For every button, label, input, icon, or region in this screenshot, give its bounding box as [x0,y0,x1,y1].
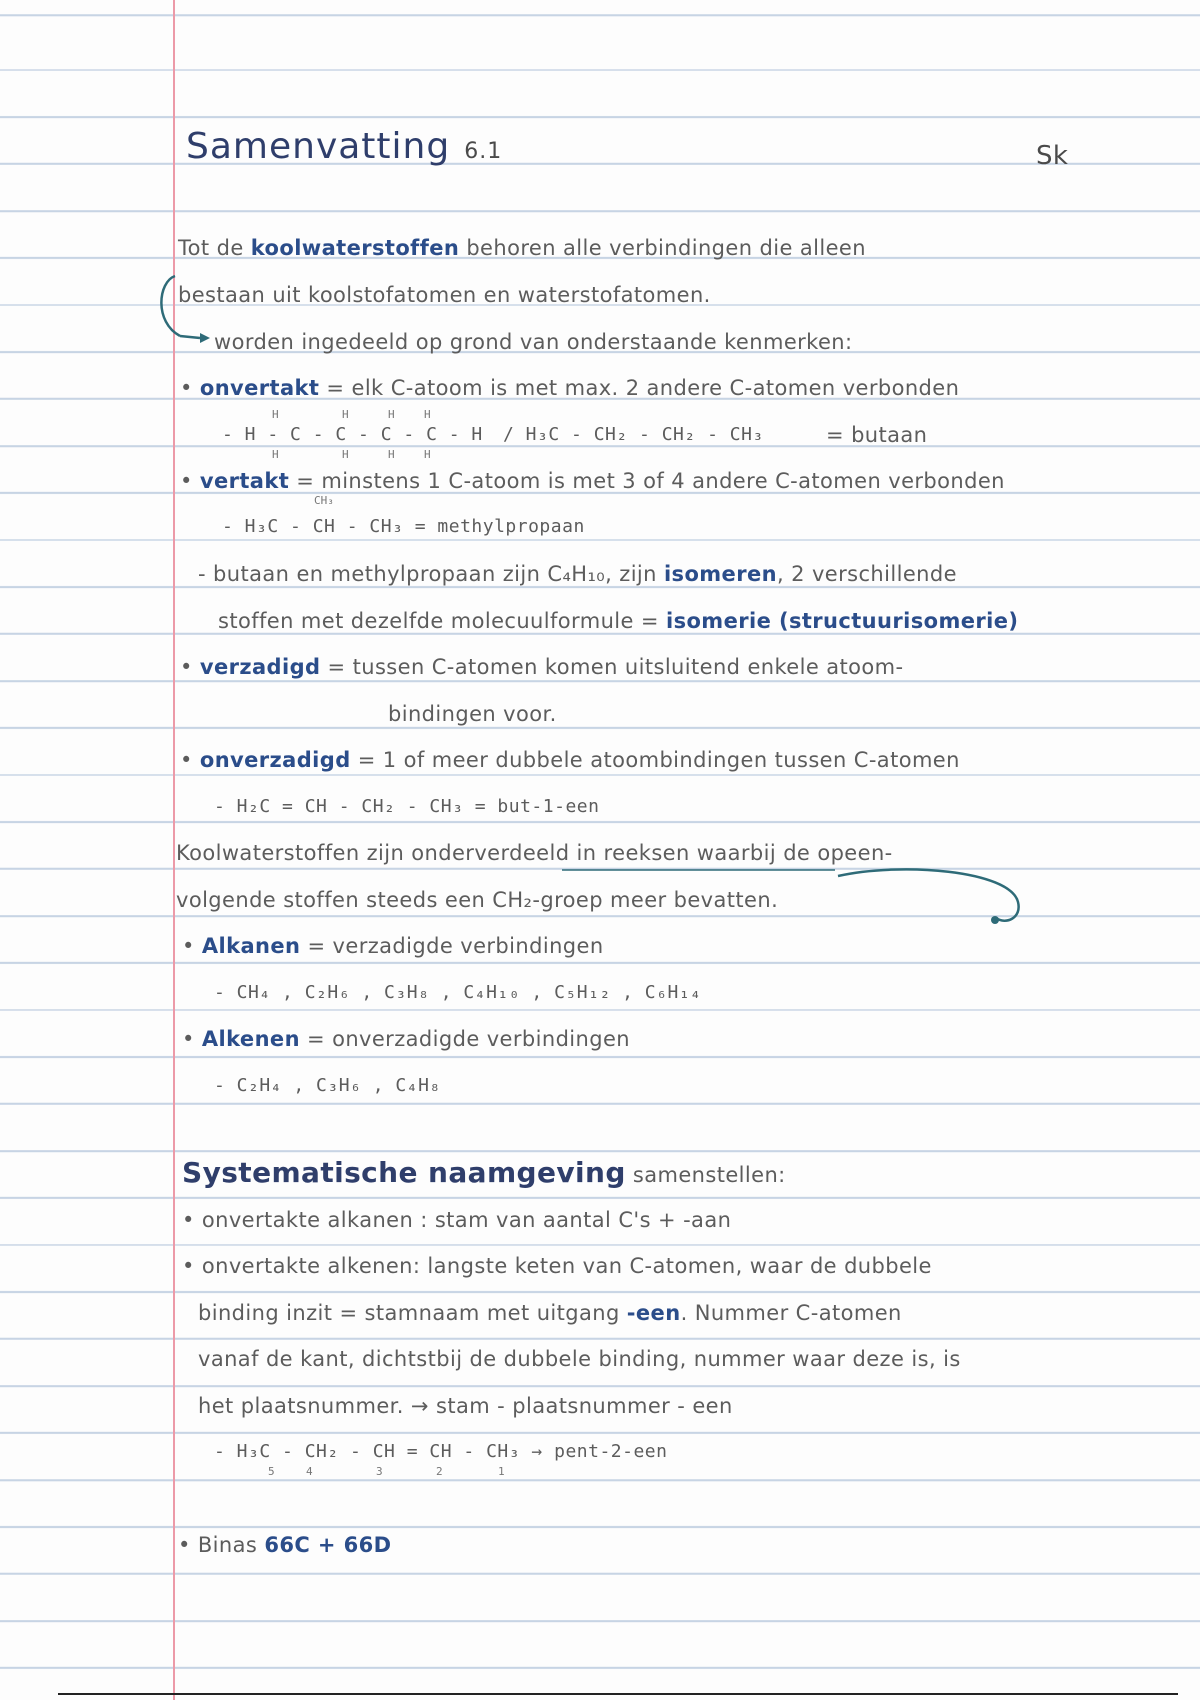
butaan-name: = butaan [826,423,928,447]
onverzadigd-line: • onverzadigd = 1 of meer dubbele atoombindingen tussen C-atomen [180,748,960,772]
binas-tables: 66C + 66D [264,1533,392,1557]
onvertakt-definition: = elk C-atoom is met max. 2 andere C-atomen verbonden [319,376,960,400]
carbon-number-2: 2 [436,1465,443,1478]
butaan-structure: - H - C - C - C - C - H [222,424,483,445]
term-vertakt: vertakt [199,469,290,493]
verzadigd-line: • verzadigd = tussen C-atomen komen uitsluitend enkele atoom- [180,655,904,679]
chapter-number: 6.1 [464,139,503,164]
term-een: -een [626,1301,681,1325]
struct-h-top-3: H [388,408,395,421]
struct-h-top-2: H [342,408,349,421]
isomerie-text: stoffen met dezelfde molecuulformule = [218,609,666,633]
criteria-intro: worden ingedeeld op grond van onderstaande kenmerken: [214,330,853,354]
but-1-een-formula: - H₂C = CH - CH₂ - CH₃ = but-1-een [214,796,600,817]
term-isomerie: isomerie (structuurisomerie) [665,609,1019,633]
carbon-number-3: 3 [376,1465,383,1478]
isomeren-text: - butaan en methylpropaan zijn C₄H₁₀, zijn [198,562,664,586]
bracket-arrow-tail [180,336,200,338]
methyl-branch: CH₃ [314,494,334,507]
section-title-suffix: samenstellen: [625,1163,786,1187]
alkenen-line: • Alkenen = onverzadigde verbindingen [182,1027,631,1051]
intro-line-2: bestaan uit koolstofatomen en waterstofatomen. [178,283,711,307]
section-heading [182,1156,786,1189]
verzadigd-definition: = tussen C-atomen komen uitsluitend enkele atoom- [320,655,904,679]
arrow-head [200,333,210,343]
alkenen-naming-rule: • onvertakte alkenen: langste keten van C-atomen, waar de dubbele [182,1254,932,1278]
struct-h-bottom-2: H [342,448,349,461]
naming-rule-line-4: het plaatsnummer. → stam - plaatsnummer - een [198,1394,733,1418]
bracket-arrow [161,276,180,336]
pent-2-een-formula: - H₃C - CH₂ - CH = CH - CH₃ → pent-2-een [214,1441,668,1462]
alkanen-naming-rule: • onvertakte alkanen : stam van aantal C's + -aan [182,1208,732,1232]
verzadigd-continuation: bindingen voor. [388,702,557,726]
binas-reference: • Binas 66C + 66D [178,1533,392,1557]
naming-text: binding inzit = stamnaam met uitgang [198,1301,627,1325]
naming-text-end: . Nummer C-atomen [680,1301,902,1325]
term-alkenen: Alkenen [201,1027,300,1051]
term-koolwaterstoffen: koolwaterstoffen [250,236,460,260]
curl-dot [991,916,999,924]
struct-h-top-4: H [424,408,431,421]
binas-text: Binas [197,1533,265,1557]
struct-h-top-1: H [272,408,279,421]
naming-rule-line-3: vanaf de kant, dichtstbij de dubbele binding, nummer waar deze is, is [198,1347,961,1371]
isomeren-text-end: , 2 verschillende [776,562,957,586]
alkanen-line: • Alkanen = verzadigde verbindingen [182,934,604,958]
isomerie-line [218,607,1018,635]
term-onvertakt: onvertakt [199,376,320,400]
reeksen-line-1: Koolwaterstoffen zijn onderverdeeld in reeksen waarbij de opeen- [176,841,893,865]
title-text: Samenvatting [186,126,451,167]
alkanen-naming-text: onvertakte alkanen : stam van aantal C's + -aan [201,1208,732,1232]
onverzadigd-definition: = 1 of meer dubbele atoombindingen tussen C-atomen [350,748,960,772]
butaan-condensed: / H₃C - CH₂ - CH₂ - CH₃ [503,424,764,445]
isomeren-line [198,560,957,588]
alkenen-examples: - C₂H₄ , C₃H₆ , C₄H₈ [214,1075,441,1096]
vertakt-line: • vertakt = minstens 1 C-atoom is met 3 of 4 andere C-atomen verbonden [180,469,1005,493]
author-initials: Sk [1036,141,1069,171]
vertakt-definition: = minstens 1 C-atoom is met 3 of 4 andere C-atomen verbonden [289,469,1005,493]
onvertakt-line: • onvertakt = elk C-atoom is met max. 2 andere C-atomen verbonden [180,376,960,400]
alkenen-definition: = onverzadigde verbindingen [299,1027,631,1051]
carbon-number-1: 1 [498,1465,505,1478]
struct-h-bottom-3: H [388,448,395,461]
alkenen-naming-text: onvertakte alkenen: langste keten van C-atomen, waar de dubbele [201,1254,932,1278]
naming-rule-line-2 [198,1299,902,1327]
alkanen-examples: - CH₄ , C₂H₆ , C₃H₈ , C₄H₁₀ , C₅H₁₂ , C₆H₁₄ [214,982,702,1003]
methylpropaan-formula: - H₃C - CH - CH₃ = methylpropaan [222,516,585,537]
reeksen-line-2: volgende stoffen steeds een CH₂-groep meer bevatten. [176,888,779,912]
carbon-number-5: 5 [268,1465,275,1478]
term-verzadigd: verzadigd [199,655,321,679]
term-isomeren: isomeren [663,562,777,586]
term-onverzadigd: onverzadigd [199,748,351,772]
carbon-number-4: 4 [306,1465,313,1478]
curl-annotation [838,869,1019,920]
bottom-rule [58,1693,1178,1695]
struct-h-bottom-1: H [272,448,279,461]
intro-text-end: behoren alle verbindingen die alleen [459,236,866,260]
intro-text: Tot de [178,236,251,260]
alkanen-definition: = verzadigde verbindingen [300,934,604,958]
section-title: Systematische naamgeving [182,1156,626,1189]
struct-h-bottom-4: H [424,448,431,461]
term-alkanen: Alkanen [201,934,301,958]
